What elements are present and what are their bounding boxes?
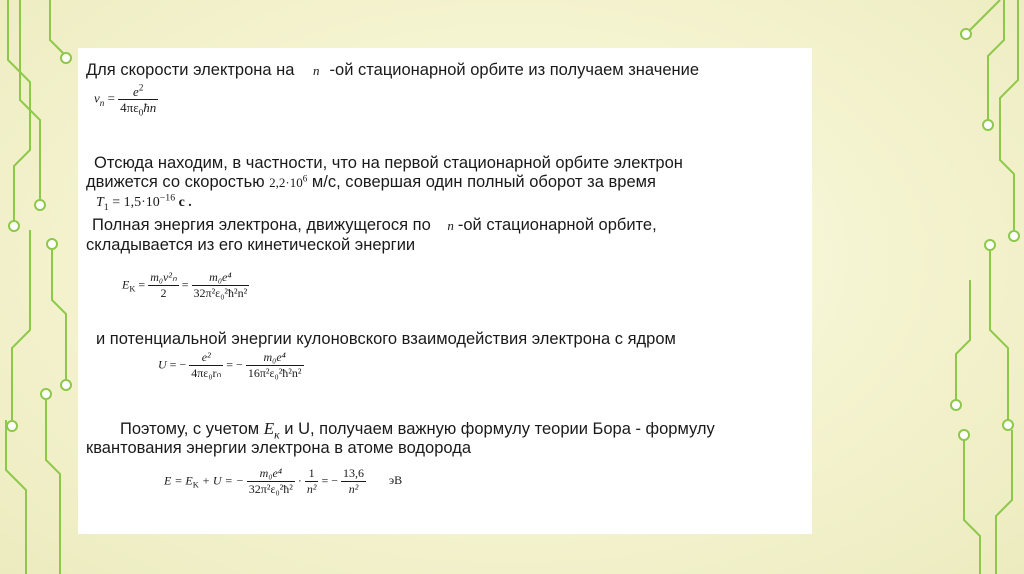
paragraph-potential-energy: и потенциальной энергии кулоновского взаимодействия электрона с ядром [96, 330, 676, 348]
text-velocity-after: -ой стационарной орбите из получаем значение [329, 61, 700, 79]
formula-ek-den2: 32π²ε₀²ħ²n² [193, 286, 248, 300]
period-var: T [96, 195, 104, 210]
formula-e-unit: эВ [389, 473, 403, 488]
formula-v-num: e [133, 84, 139, 99]
text-energy-after: -ой стационарной орбите, [457, 216, 657, 234]
formula-e-fraction-3 [341, 466, 366, 497]
formula-ek-lhs-sub: K [129, 284, 136, 294]
formula-e-lhs: E = E [164, 473, 193, 488]
period-exp: −16 [159, 192, 176, 204]
formula-u-den1: 4πε₀rₙ [191, 366, 222, 380]
formula-velocity: $v_n$ = $\frac{e^2}{4\pi\varepsilon_0ħn}$ [94, 82, 157, 118]
paragraph-quantization-line2: квантования энергии электрона в атоме водорода [86, 439, 472, 457]
formula-ek-fraction-2 [192, 270, 250, 301]
formula-e-plus-u: + U = − [201, 473, 244, 488]
speed-value-mantissa: 2,2·10 [269, 175, 303, 190]
formula-u-fraction-2 [246, 350, 304, 381]
formula-u-den2: 16π²ε₀²ħ²n² [247, 366, 302, 380]
formula-period [96, 192, 192, 213]
formula-v-lhs: v [94, 90, 100, 106]
formula-e-num2: 1 [305, 466, 319, 482]
symbol-ek-sub: к [274, 427, 280, 442]
formula-ek-num2: m₀e⁴ [192, 270, 250, 286]
formula-e-fraction-1 [247, 466, 295, 497]
speed-value-exp: 6 [302, 173, 308, 184]
formula-ek-fraction-1 [148, 270, 179, 301]
formula-v-lhs-sub: n [99, 98, 105, 109]
symbol-n-2: n [447, 218, 454, 233]
text-speed-after: м/с, совершая один полный оборот за время [311, 173, 656, 191]
symbol-ek-letter: E [263, 419, 275, 438]
formula-e-num1: m₀e⁴ [247, 466, 295, 482]
formula-v-den-tail: ħn [143, 100, 157, 115]
formula-v-den-sub: 0 [138, 107, 144, 118]
formula-e-den2: n² [306, 482, 317, 496]
paragraph-total-energy-line1 [92, 216, 657, 235]
text-speed-before: движется со скоростью [86, 173, 265, 191]
formula-e-den1: 32π²ε₀²ħ² [248, 482, 293, 496]
formula-e-den3: n² [348, 482, 359, 496]
slide-content [78, 48, 812, 534]
paragraph-velocity-intro [86, 61, 699, 80]
formula-e-fraction-2 [305, 466, 319, 497]
text-velocity-before: Для скорости электрона на [86, 61, 295, 79]
formula-v-num-sup: 2 [138, 82, 144, 93]
formula-e-num3: 13,6 [343, 466, 365, 480]
formula-ek-lhs: E [122, 277, 130, 292]
formula-e-lhs-sub: K [192, 480, 199, 490]
paragraph-total-energy-line2: складывается из его кинетической энергии [86, 236, 416, 254]
text-energy-before: Полная энергия электрона, движущегося по [92, 216, 431, 234]
period-value: = 1,5·10 [112, 195, 160, 210]
symbol-ek [263, 419, 280, 442]
circuit-decoration-left [0, 0, 80, 574]
paragraph-first-orbit-line1: Отсюда находим, в частности, что на первой стационарной орбите электрон [94, 154, 683, 172]
formula-potential-energy: U = − $\frac{\text{e²}}{\text{4πε₀rₙ}}$ = − $\frac{\text{m₀e⁴}}{\text{16π²ε₀²ħ²n²}}$ [158, 350, 302, 380]
symbol-n: n [313, 63, 320, 78]
formula-ek-num1: m₀v²ₙ [150, 270, 177, 284]
formula-kinetic-energy: $E_K$ = $\frac{\text{m₀v²ₙ}}{2}$ = $\frac{\text{m₀e⁴}}{\text{32π²ε₀²ħ²n²}}$ [122, 270, 248, 300]
formula-v-fraction [118, 82, 158, 118]
formula-u-lhs: U [158, 357, 167, 372]
text-quant-before: Поэтому, с учетом [120, 420, 260, 438]
formula-v-den: 4πε [120, 100, 139, 115]
formula-total-energy: $E = E_K + U$ = − $\frac{\text{m₀e⁴}}{\text{32π²ε₀²ħ²}}$ · $\frac{1}{\text{n²}}$ = − $\frac{13,6}{\text{n²}}$ эВ [164, 466, 403, 496]
text-quant-after: и U, получаем важную формулу теории Бора - формулу [284, 420, 715, 438]
formula-u-num1: e² [189, 350, 223, 366]
speed-value [269, 175, 307, 190]
formula-u-fraction-1 [189, 350, 223, 381]
formula-u-num2: m₀e⁴ [246, 350, 304, 366]
paragraph-quantization-line1 [120, 419, 715, 442]
paragraph-first-orbit-line2 [86, 173, 656, 192]
period-sub: 1 [103, 201, 109, 213]
period-unit: с . [178, 195, 192, 210]
formula-ek-den1: 2 [160, 286, 167, 300]
